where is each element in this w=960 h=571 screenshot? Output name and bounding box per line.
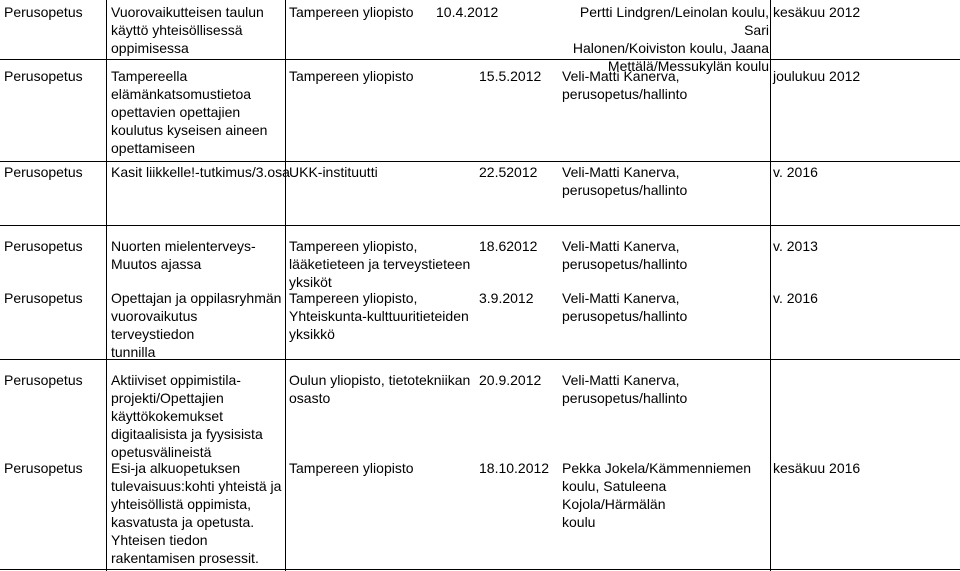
cell-organization: Tampereen yliopisto: [289, 68, 414, 84]
cell-type: Perusopetus: [4, 238, 83, 254]
cell-end-date: v. 2013: [773, 238, 818, 254]
cell-project-name: Kasit liikkelle!-tutkimus/3.osa: [111, 164, 290, 180]
cell-contact: Pekka Jokela/Kämmenniemen koulu, Satuleena Kojola/Härmälän koulu: [562, 460, 752, 530]
cell-date: 10.4.2012: [436, 4, 499, 20]
cell-type: Perusopetus: [4, 164, 83, 180]
cell-contact: Veli-Matti Kanerva, perusopetus/hallinto: [562, 238, 688, 272]
cell-contact: Veli-Matti Kanerva, perusopetus/hallinto: [562, 68, 688, 102]
cell-type: Perusopetus: [4, 290, 83, 306]
cell-end-date: v. 2016: [773, 164, 818, 180]
cell-organization: Tampereen yliopisto: [289, 4, 414, 20]
column-divider: [106, 0, 107, 571]
cell-end-date: joulukuu 2012: [773, 68, 861, 84]
cell-project-name: Tampereella elämänkatsomustietoa opettavien opettajien koulutus kyseisen aineen opettamiseen: [111, 68, 268, 156]
cell-date: 18.62012: [479, 238, 538, 254]
cell-project-name: Esi-ja alkuopetuksen tulevaisuus:kohti yhteistä ja yhteisöllistä oppimista, kasvatusta ja opetusta. Yhteisen tiedon rakentamisen prosessit.: [111, 460, 282, 566]
cell-type: Perusopetus: [4, 4, 83, 20]
cell-type: Perusopetus: [4, 372, 83, 388]
cell-project-name: Vuorovaikutteisen taulun käyttö yhteisöllisessä oppimisessa: [111, 4, 264, 56]
cell-project-name: Nuorten mielenterveys- Muutos ajassa: [111, 238, 256, 272]
cell-date: 15.5.2012: [479, 68, 542, 84]
row-divider: [0, 225, 960, 226]
row-divider: [0, 569, 960, 570]
column-divider: [285, 0, 286, 571]
cell-contact: Pertti Lindgren/Leinolan koulu, Sari Halonen/Koiviston koulu, Jaana Mettälä/Messukylän koulu: [572, 4, 769, 74]
cell-organization: UKK-instituutti: [289, 164, 378, 180]
cell-contact: Veli-Matti Kanerva, perusopetus/hallinto: [562, 372, 688, 406]
cell-end-date: kesäkuu 2016: [773, 460, 861, 476]
cell-organization: Oulun yliopisto, tietotekniikan osasto: [289, 372, 471, 406]
cell-end-date: kesäkuu 2012: [773, 4, 861, 20]
cell-organization: Tampereen yliopisto: [289, 460, 414, 476]
row-divider: [0, 59, 960, 60]
cell-contact: Veli-Matti Kanerva, perusopetus/hallinto: [562, 164, 688, 198]
cell-date: 22.52012: [479, 164, 538, 180]
cell-organization: Tampereen yliopisto, lääketieteen ja terveystieteen yksiköt: [289, 238, 471, 290]
cell-end-date: v. 2016: [773, 290, 818, 306]
cell-type: Perusopetus: [4, 460, 83, 476]
row-divider: [0, 161, 960, 162]
cell-organization: Tampereen yliopisto, Yhteiskunta-kulttuuritieteiden yksikkö: [289, 290, 469, 342]
cell-date: 3.9.2012: [479, 290, 534, 306]
cell-date: 20.9.2012: [479, 372, 542, 388]
cell-project-name: Aktiiviset oppimistila- projekti/Opettajien käyttökokemukset digitaalisista ja fyysisista opetusvälineistä: [111, 372, 263, 460]
column-divider: [770, 0, 771, 571]
cell-project-name: Opettajan ja oppilasryhmän vuorovaikutus terveystiedon tunnilla: [111, 290, 282, 360]
cell-type: Perusopetus: [4, 68, 83, 84]
cell-date: 18.10.2012: [479, 460, 550, 476]
cell-contact: Veli-Matti Kanerva, perusopetus/hallinto: [562, 290, 688, 324]
